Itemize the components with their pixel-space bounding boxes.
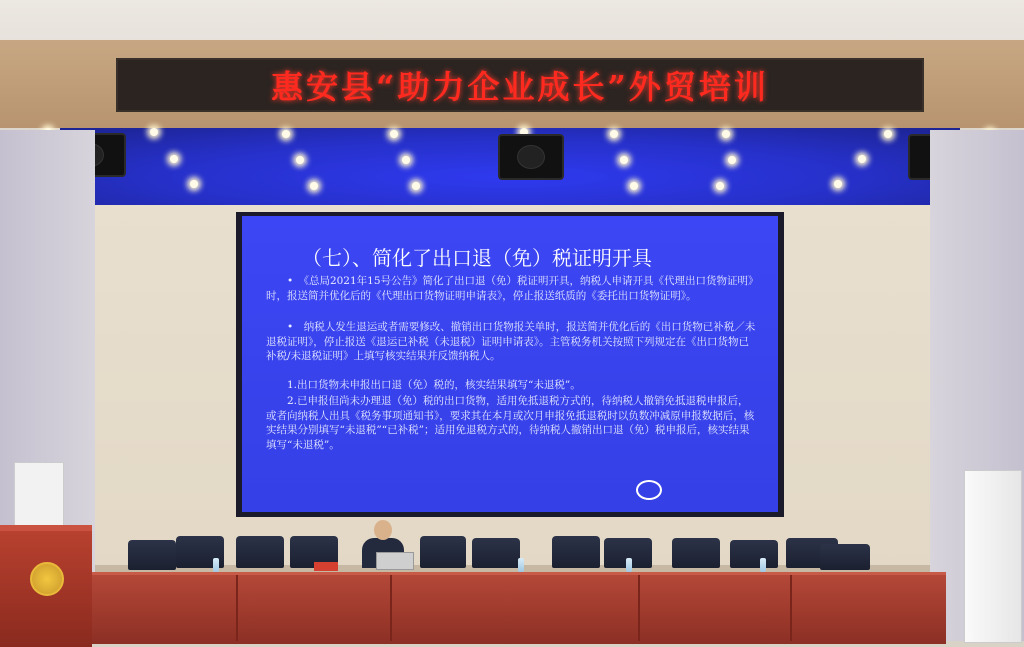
downlight (630, 182, 638, 190)
slide-paragraph: • 纳税人发生退运或者需要修改、撤销出口货物报关单时，报送简并优化后的《出口货物已补税／未退税证明》，停止报送《退运已补税（未退税）证明申请表》。主管税务机关按照下列规定在《出口货物已补税/未退税证明》上填写核实结果并反馈纳税人。 (266, 321, 756, 363)
stage-desk (82, 572, 946, 644)
downlight (610, 130, 618, 138)
downlight (190, 180, 198, 188)
downlight (150, 128, 158, 136)
downlight (282, 130, 290, 138)
national-emblem-icon (30, 562, 64, 596)
laptop (376, 552, 414, 570)
downlight (858, 155, 866, 163)
speaker (498, 134, 564, 180)
downlight (716, 182, 724, 190)
downlight (728, 156, 736, 164)
tax-logo-icon (636, 480, 662, 500)
chair (472, 538, 520, 568)
chair (730, 540, 778, 568)
air-conditioner (964, 470, 1022, 643)
nameplate (314, 562, 338, 571)
chair (236, 536, 284, 568)
desk-seam (390, 575, 392, 641)
slide-paragraph: 2.已申报但尚未办理退（免）税的出口货物，适用免抵退税方式的，待纳税人撤销免抵退税申报后，或者向纳税人出具《税务事项通知书》，要求其在本月或次月申报免抵退税时以负数冲减原申报数据后，核实结果分别填写“未退税”“已补税”；适用免退税方式的，待纳税人撤销出口退（免）税申报后，核实结果填写“未退税”。 (266, 395, 755, 451)
downlight (722, 130, 730, 138)
presenter-head (374, 520, 392, 540)
air-conditioner (14, 462, 64, 526)
desk-seam (790, 575, 792, 641)
desk-seam (638, 575, 640, 641)
water-bottle (626, 558, 632, 572)
led-banner (116, 58, 924, 112)
water-bottle (213, 558, 219, 572)
slide-title: （七）、简化了出口退（免）税证明开具 (302, 246, 652, 270)
chair (672, 538, 720, 568)
banner-text: 惠安县“助力企业成长”外贸培训 (271, 68, 769, 106)
downlight (296, 156, 304, 164)
slide-paragraph: 1.出口货物未申报出口退（免）税的，核实结果填写“未退税”。 (287, 379, 581, 391)
chair (420, 536, 466, 568)
water-bottle (518, 558, 524, 572)
downlight (390, 130, 398, 138)
chair (552, 536, 600, 568)
downlight (412, 182, 420, 190)
downlight (402, 156, 410, 164)
led-screen (242, 216, 778, 512)
downlight (884, 130, 892, 138)
slide-paragraph: • 《总局2021年15号公告》简化了出口退（免）税证明开具，纳税人申请开具《代理出口货物证明》时，报送简并优化后的《代理出口货物证明申请表》，停止报送纸质的《委托出口货物证明》。 (266, 275, 754, 302)
chair (128, 540, 176, 570)
desk-seam (236, 575, 238, 641)
downlight (310, 182, 318, 190)
downlight (834, 180, 842, 188)
chair (820, 544, 870, 570)
downlight (170, 155, 178, 163)
water-bottle (760, 558, 766, 572)
downlight (620, 156, 628, 164)
